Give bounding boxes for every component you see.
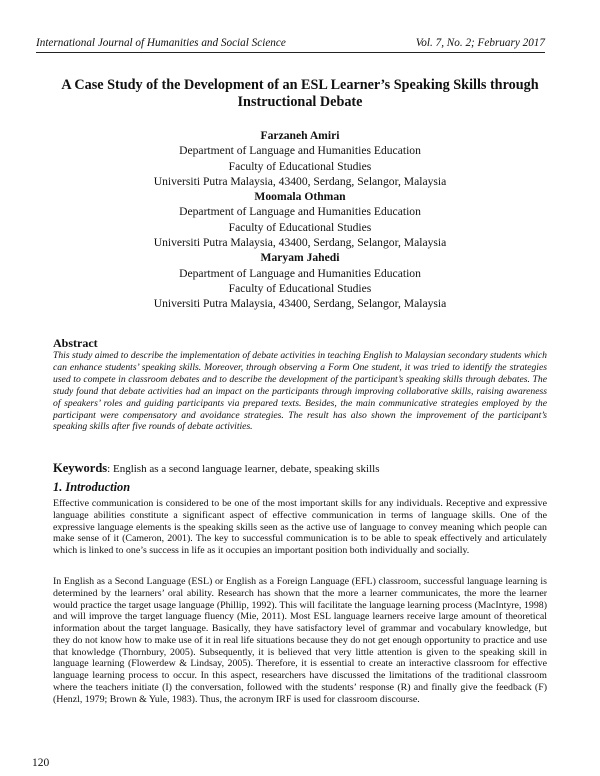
author-faculty: Faculty of Educational Studies	[228, 281, 372, 295]
author-name: Maryam Jahedi	[260, 251, 340, 265]
body-paragraph: Effective communication is considered to be one of the most important skills for any individuals. Receptive and expressive language abilities constitute a significant aspect of effective communication in terms of language skills. One of the expressive language elements is the speaking skills seen as the active use of language to convey meaning which people can make sense of it (Cameron, 2001). The key to successful communication is to be able to speak effectively and articulately which is linked to one’s success in life as it occupies an important position both individually and socially.	[53, 498, 547, 556]
paper-title: A Case Study of the Development of an ESL Learner’s Speaking Skills through Instructional Debate	[61, 77, 539, 110]
author-department: Department of Language and Humanities Education	[179, 144, 421, 158]
author-faculty: Faculty of Educational Studies	[228, 220, 372, 234]
abstract-text: This study aimed to describe the implementation of debate activities in teaching English to Malaysian secondary students which can enhance students’ speaking skills. Moreover, through observing a Form One student, it was tried to identify the strategies used to compete in classroom debates and to describe the development of the participant’s speaking skills through debates. The study found that debate activities had an impact on the participants through improving collaborative skills, raising awareness of speakers’ roles and guiding participants via prepared texts. Besides, the main communicative strategies employed by the participant were compensatory and avoidance strategies. The result has also shown the improvement of the participant’s speaking skills after five rounds of debate activities.	[53, 350, 547, 433]
author-department: Department of Language and Humanities Education	[179, 205, 421, 219]
keywords-line	[53, 461, 547, 476]
running-header	[36, 37, 545, 50]
author-department: Department of Language and Humanities Education	[179, 266, 421, 280]
author-name: Farzaneh Amiri	[260, 129, 340, 142]
header-rule	[36, 52, 545, 53]
author-university: Universiti Putra Malaysia, 43400, Serdang, Selangor, Malaysia	[153, 174, 447, 188]
keywords-label: Keywords	[53, 461, 108, 475]
author-university: Universiti Putra Malaysia, 43400, Serdang, Selangor, Malaysia	[153, 297, 447, 311]
page-number: 120	[32, 757, 50, 769]
journal-name: International Journal of Humanities and Social Science	[36, 37, 286, 49]
volume-issue: Vol. 7, No. 2; February 2017	[415, 37, 545, 49]
section-heading-introduction: 1. Introduction	[53, 480, 131, 494]
keywords-text: : English as a second language learner, debate, speaking skills	[107, 463, 380, 475]
author-university: Universiti Putra Malaysia, 43400, Serdang, Selangor, Malaysia	[153, 236, 447, 250]
author-entry	[30, 189, 570, 250]
author-entry	[30, 250, 570, 311]
author-entry	[30, 128, 570, 189]
abstract-heading: Abstract	[53, 336, 98, 350]
author-block	[30, 128, 570, 312]
author-faculty: Faculty of Educational Studies	[228, 159, 372, 173]
body-paragraph: In English as a Second Language (ESL) or English as a Foreign Language (EFL) classroom, successful language learning is determined by the learners’ oral ability. Research has shown that the more a learner communicates, the more the learner would practice the target usage language (Phillip, 1992). This will facilitate the language learning process (MacIntyre, 1998) and will improve the target language fluency (Mie, 2011). Most ESL language learners receive large amount of theoretical information about the target language. Basically, they have satisfactory level of grammar and vocabulary knowledge, but they do not know how to make use of it in real life situations because they do not get enough opportunity to practice and use that knowledge (Thornbury, 2005). Subsequently, it is believed that very little attention is given to the speaking skill in language learning (Flowerdew & Lindsay, 2005). Therefore, it is essential to create an interactive classroom for effective language learning process to occur. In this aspect, researchers have discussed the limitations of the traditional classroom where the teachers initiate (I) the conversation, followed with the students’ response (R) and finally give the feedback (F) (Henzl, 1979; Brown & Yule, 1983). Thus, the acronym IRF is used for classroom discourse.	[53, 576, 547, 705]
author-name: Moomala Othman	[254, 190, 346, 204]
